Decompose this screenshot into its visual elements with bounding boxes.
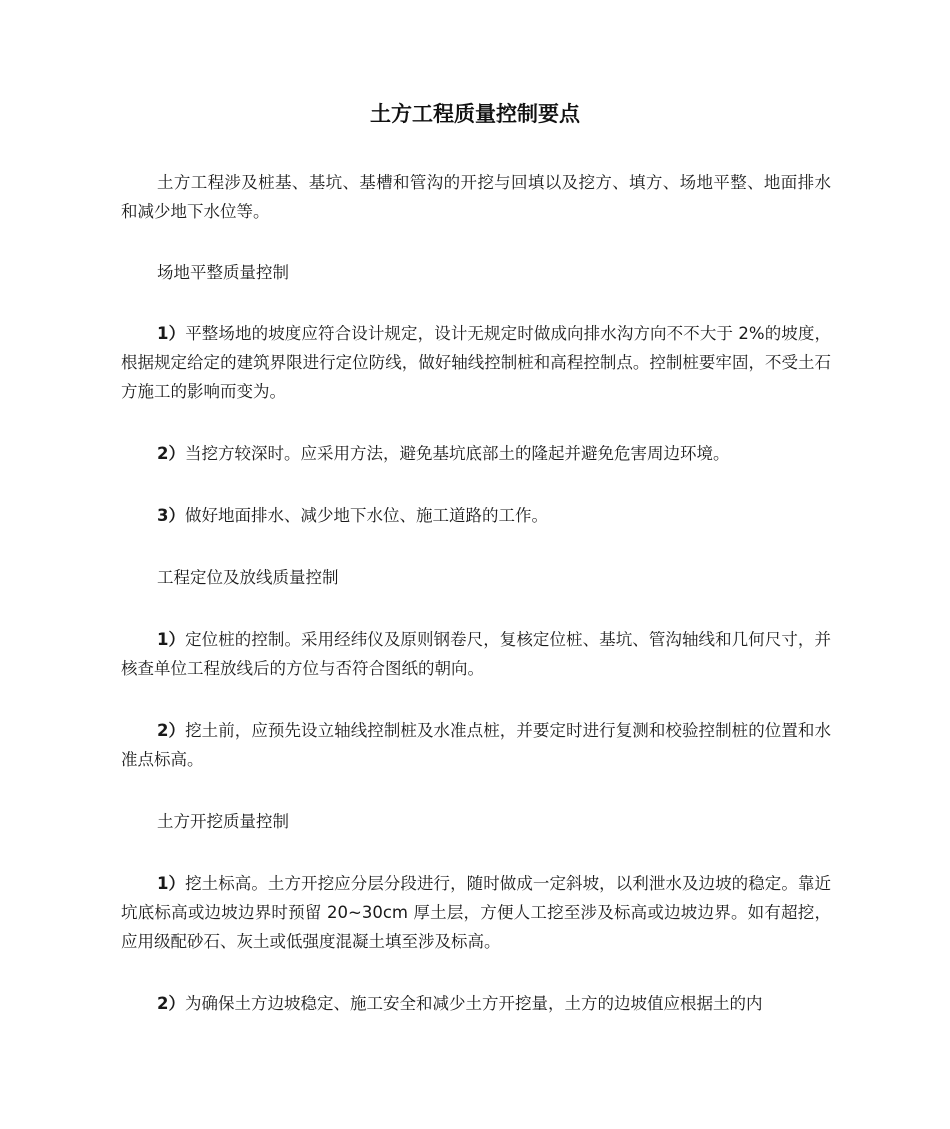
item-number: 2） <box>157 444 185 463</box>
list-item <box>121 625 831 683</box>
item-text: 当挖方较深时。应采用方法，避免基坑底部土的隆起并避免危害周边环境。 <box>184 444 730 463</box>
list-item <box>121 319 831 406</box>
item-number: 3） <box>157 506 185 525</box>
list-item <box>121 439 831 468</box>
item-number: 1） <box>157 630 186 649</box>
section-heading-positioning: 工程定位及放线质量控制 <box>157 568 339 587</box>
page-title: 土方工程质量控制要点 <box>370 102 580 126</box>
item-number: 1） <box>157 874 186 893</box>
item-text: 为确保土方边坡稳定、施工安全和减少土方开挖量，土方的边坡值应根据土的内 <box>184 994 763 1013</box>
item-text: 做好地面排水、减少地下水位、施工道路的工作。 <box>184 506 548 525</box>
item-text: 挖土前，应预先设立轴线控制桩及水准点桩，并要定时进行复测和校验控制桩的位置和水准点标高。 <box>121 721 831 769</box>
section-heading-excavation: 土方开挖质量控制 <box>157 812 289 831</box>
item-number: 2） <box>157 994 185 1013</box>
intro-paragraph: 土方工程涉及桩基、基坑、基槽和管沟的开挖与回填以及挖方、填方、场地平整、地面排水和减少地下水位等。 <box>121 173 831 221</box>
list-item <box>121 869 831 956</box>
item-number: 1） <box>157 324 186 343</box>
list-item <box>121 501 831 530</box>
item-text: 定位桩的控制。采用经纬仪及原则钢卷尺，复核定位桩、基坑、管沟轴线和几何尺寸，并核查单位工程放线后的方位与否符合图纸的朝向。 <box>121 630 831 678</box>
list-item <box>121 716 831 774</box>
section-heading-site-leveling: 场地平整质量控制 <box>157 263 289 282</box>
item-number: 2） <box>157 721 186 740</box>
item-text: 平整场地的坡度应符合设计规定，设计无规定时做成向排水沟方向不不大于 2%的坡度，根据规定给定的建筑界限进行定位防线，做好轴线控制桩和高程控制点。控制桩要牢固，不受土石方施工的影响而变为。 <box>121 324 831 401</box>
list-item <box>121 989 831 1018</box>
item-text: 挖土标高。土方开挖应分层分段进行，随时做成一定斜坡，以利泄水及边坡的稳定。靠近坑底标高或边坡边界时预留 20~30cm 厚土层，方便人工挖至涉及标高或边坡边界。如有超挖，应用级配砂石、灰土或低强度混凝土填至涉及标高。 <box>121 874 831 951</box>
